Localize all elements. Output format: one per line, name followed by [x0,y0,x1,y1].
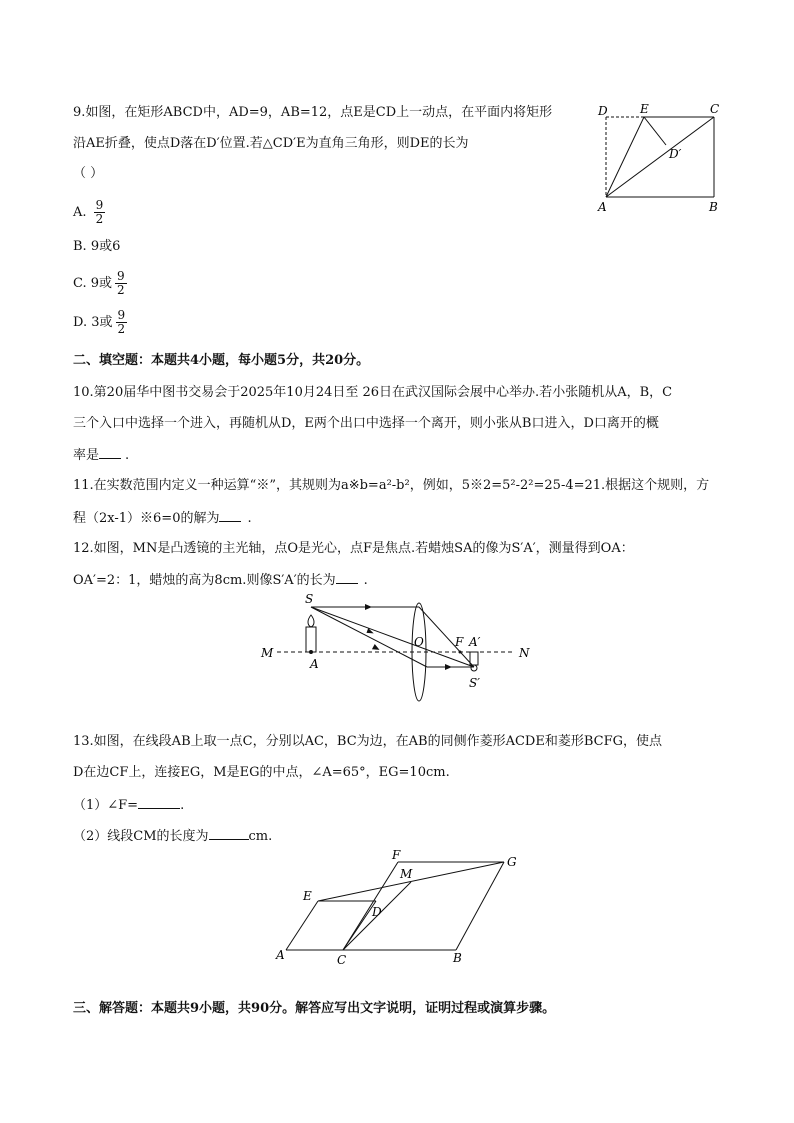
label-n: N [519,646,530,660]
label-s: S [305,592,314,606]
answer-blank[interactable] [219,509,241,522]
q12-line2 [73,571,368,589]
answer-blank[interactable] [99,446,121,459]
edge-ea [286,901,318,950]
label-a: A [598,200,607,214]
q13-sub2-suffix: cm. [248,829,273,844]
segment-ae [606,117,644,197]
q9-option-d[interactable] [73,309,127,335]
label-f: F [392,848,401,862]
q9-line1: 9.如图，在矩形ABCD中，AD=9，AB=12，点E是CD上一动点，在平面内将矩形 [73,105,553,120]
label-o: O [414,635,424,649]
label-e: E [640,102,649,116]
label-d: D [372,905,382,919]
label-b: B [709,200,718,214]
ray-lower [311,607,427,667]
section-2-title: 二、填空题：本题共4小题，每小题5分，共20分。 [73,353,370,368]
q13-sub1-prefix: （1）∠F= [73,798,139,813]
q10-line2: 三个入口中选择一个进入，再随机从D，E两个出口中选择一个离开，则小张从B口进入，D口离开的概 [73,416,659,431]
q12-lens-figure [255,590,545,700]
q10-line3-suffix: . [125,448,130,463]
q9-paren: （ ） [73,166,104,181]
arrow-icon [365,604,372,610]
label-m: M [261,646,274,660]
q9-option-a[interactable] [73,199,105,225]
q9-rectangle-figure [590,100,730,220]
label-c: C [337,953,347,967]
segment-ed1 [644,117,666,145]
q13-line1: 13.如图，在线段AB上取一点C，分别以AC，BC为边，在AB的同侧作菱形ACDE和菱形BCFG，使点 [73,734,662,749]
answer-blank[interactable] [209,827,249,840]
q11-line2 [73,509,252,527]
image-flame [471,665,477,671]
ray-center [311,607,474,667]
q13-sub1 [73,796,184,814]
q10-line3 [73,446,129,464]
image-candle [470,652,478,665]
q13-line2: D在边CF上，连接EG，M是EG的中点，∠A=65°，EG=10cm. [73,765,450,780]
label-e: E [303,889,312,903]
q10-line3-prefix: 率是 [73,448,100,463]
ray-refracted [419,607,474,667]
answer-blank[interactable] [336,571,358,584]
candle-flame [308,615,314,627]
q13-sub2-prefix: （2）线段CM的长度为 [73,829,209,844]
q11-line1: 11.在实数范围内定义一种运算“※”，其规则为a※b=a²-b²，例如，5※2=5²-2²=25-4=21.根据这个规则，方 [73,478,710,493]
q9-line2: 沿AE折叠，使点D落在D′位置.若△CD′E为直角三角形，则DE的长为 [73,136,469,151]
frac-den: 2 [95,212,104,226]
segment-ac [606,117,714,197]
fraction-nine-halves [116,309,128,336]
label-m: M [400,867,413,881]
q13-sub2 [73,827,272,845]
frac-num: 9 [95,198,104,212]
arrow-icon [445,664,452,670]
q13-sub1-suffix: . [180,798,185,813]
q10-line1: 10.第20届华中图书交易会于2025年10月24日至 26日在武汉国际会展中心举办.若小张随机从A，B，C [73,385,673,400]
q12-line2-prefix: OA′=2：1，蜡烛的高为8cm.则像S′A′的长为 [73,573,336,588]
fraction-nine-halves [115,270,127,297]
q11-line2-suffix: . [247,511,252,526]
arrow-icon [372,644,381,653]
option-d-prefix: D. 3或 [73,315,113,330]
label-c: C [710,102,720,116]
label-d-prime: D′ [669,147,682,161]
label-d: D [598,104,608,118]
q12-line1: 12.如图，MN是凸透镜的主光轴，点O是光心，点F是焦点.若蜡烛SA的像为S′A′，测量得到OA： [73,541,634,556]
q13-rhombus-figure [270,845,530,970]
q11-line2-prefix: 程（2x-1）※6=0的解为 [73,511,220,526]
point-f [459,651,462,654]
answer-blank[interactable] [138,796,180,809]
label-a-prime: A′ [469,635,481,649]
point-a [309,650,313,654]
frac-num: 9 [117,269,125,283]
edge-fc [343,862,398,950]
label-b: B [453,951,462,965]
q12-line2-suffix: . [363,573,368,588]
label-a: A [310,657,319,671]
frac-den: 2 [117,283,125,297]
q9-option-c[interactable] [73,270,127,296]
edge-bg [456,862,504,950]
q9-option-b[interactable]: B. 9或6 [73,239,121,254]
section-3-title: 三、解答题：本题共9小题，共90分。解答应写出文字说明，证明过程或演算步骤。 [73,1001,556,1016]
label-a: A [276,948,285,962]
candle [306,627,316,652]
option-a-prefix: A. [73,205,87,220]
label-g: G [507,855,517,869]
label-s-prime: S′ [469,676,480,690]
label-f: F [455,635,464,649]
frac-den: 2 [117,322,126,336]
frac-num: 9 [117,308,126,322]
option-c-prefix: C. 9或 [73,276,113,291]
fraction-nine-halves [94,199,106,226]
